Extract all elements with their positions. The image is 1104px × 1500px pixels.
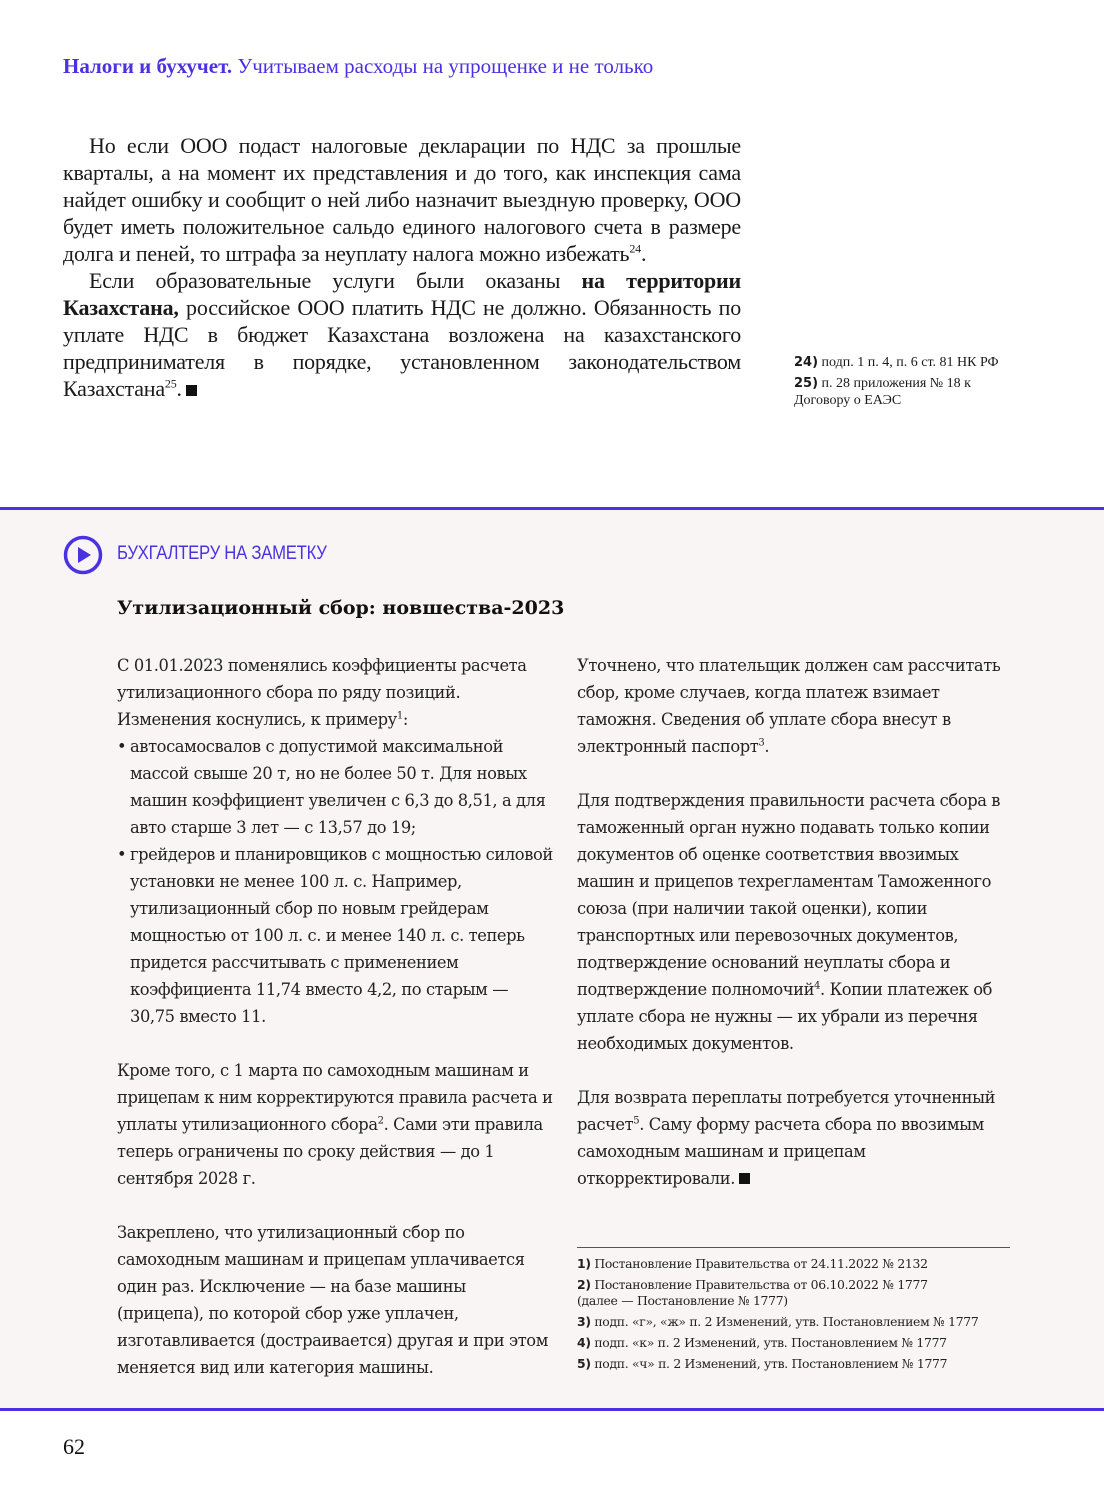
list-item: • автосамосвалов с допустимой максимальной массой свыше 20 т, но не более 50 т. Для новых машин коэффициент увеличен с 6,3 до 8,51, а для авто старше 3 лет — с 13,57 до 19; [117,733,557,841]
paragraph: Кроме того, с 1 марта по самоходным машинам и прицепам к ним корректируются правила расчета и уплаты утилизационного сбора$^2$. Сами эти правила теперь ограничены по сроку действия — до 1 сентября 2028 г. [117,1061,553,1188]
list-item: • грейдеров и планировщиков с мощностью силовой установки не менее 100 л. с. Например, утилизационный сбор по новым грейдерам мощностью от 100 л. с. и менее 140 л. с. теперь придется рассчитывать с применением коэффициента 11,74 вместо 4,2, по старым — 30,75 вместо 11. [117,841,557,1030]
paragraph: Закреплено, что утилизационный сбор по самоходным машинам и прицепам уплачивается один раз. Исключение — на базе машины (прицепа), по которой сбор уже уплачен, изготавливается (достраивается) другая и при этом меняется вид или категория машины. [117,1223,548,1377]
end-of-article-mark [186,385,197,396]
box-label: БУХГАЛТЕРУ НА ЗАМЕТКУ [117,543,327,564]
emphasis: на территории Казахстана, [63,268,741,320]
footnote-ref[interactable]: 25 [164,376,177,391]
paragraph: Для возврата переплаты потребуется уточненный расчет$^5$. Саму форму расчета сбора по ввозимым самоходным машинам и прицепам откорректировали. [577,1088,996,1188]
footnote-divider [577,1247,1010,1248]
footnote-ref[interactable]: 3 [758,737,765,749]
box-title: Утилизационный сбор: новшества-2023 [117,597,565,619]
box-footnotes [577,1256,1037,1377]
paragraph: Уточнено, что плательщик должен сам рассчитать сбор, кроме случаев, когда платеж взимает таможня. Сведения об уплате сбора внесут в электронный паспорт$^3$. [577,656,1001,756]
footnote: 2) Постановление Правительства от 06.10.2022 № 1777 (далее — Постановление № 1777) [577,1277,928,1308]
page-number: 62 [63,1434,85,1459]
box-column-right [577,652,1017,1219]
end-of-article-mark [739,1173,750,1184]
note-box [0,507,1104,1411]
paragraph: Но если ООО подаст налоговые декларации по НДС за прошлые кварталы, а на момент их представления и до того, как инспекция сама найдет ошибку и сообщит о ней либо назначит выездную проверку, ООО будет иметь положительное сальдо единого налогового счета в размере долга и пеней, то штрафа за неуплату налога можно избежать$^{24}$. [63,133,741,266]
side-footnotes [794,354,1024,413]
footnote-ref[interactable]: 2 [377,1115,384,1127]
footnote-ref[interactable]: 4 [814,980,821,992]
footnote: 1) Постановление Правительства от 24.11.2022 № 2132 [577,1256,928,1271]
section-name: Налоги и бухучет. [63,54,233,78]
footnote: 4) подп. «к» п. 2 Изменений, утв. Постановлением № 1777 [577,1335,947,1350]
footnote: 3) подп. «г», «ж» п. 2 Изменений, утв. Постановлением № 1777 [577,1314,979,1329]
footnote-ref[interactable]: 24 [629,241,641,256]
paragraph: Для подтверждения правильности расчета сбора в таможенный орган нужно подавать только копии документов об оценке соответствия ввозимых машин и прицепов техрегламентам Таможенного союза (при наличии такой оценки), копии транспортных или перевозочных документов, подтверждение оснований неуплаты сбора и подтверждение полномочий$^4$. Копии платежек об уплате сбора не нужны — их убрали из перечня необходимых документов. [577,791,1001,1053]
side-footnote: 24) подп. 1 п. 4, п. 6 ст. 81 НК РФ [794,355,999,370]
play-circle-icon [63,535,103,575]
paragraph: С 01.01.2023 поменялись коэффициенты расчета утилизационного сбора по ряду позиций. Изменения коснулись, к примеру$^1$: [117,656,527,729]
side-footnote: 25) п. 28 приложения № 18 к Договору о ЕАЭС [794,376,971,408]
bullet-list [117,733,557,1030]
footnote: 5) подп. «ч» п. 2 Изменений, утв. Постановлением № 1777 [577,1356,948,1371]
running-head [63,54,653,79]
article-body [63,132,741,402]
box-column-left [117,652,557,1408]
footnote-ref[interactable]: 1 [396,710,403,722]
article-title: Учитываем расходы на упрощенке и не только [237,54,654,78]
paragraph: Если образовательные услуги были оказаны на территории Казахстана, российское ООО платить НДС не должно. Обязанность по уплате НДС в бюджет Казахстана возложена на казахстанского предпринимателя в порядке, установленном законодательством Казахстана$^{25}$. [63,268,741,401]
footnote-ref[interactable]: 5 [633,1115,640,1127]
